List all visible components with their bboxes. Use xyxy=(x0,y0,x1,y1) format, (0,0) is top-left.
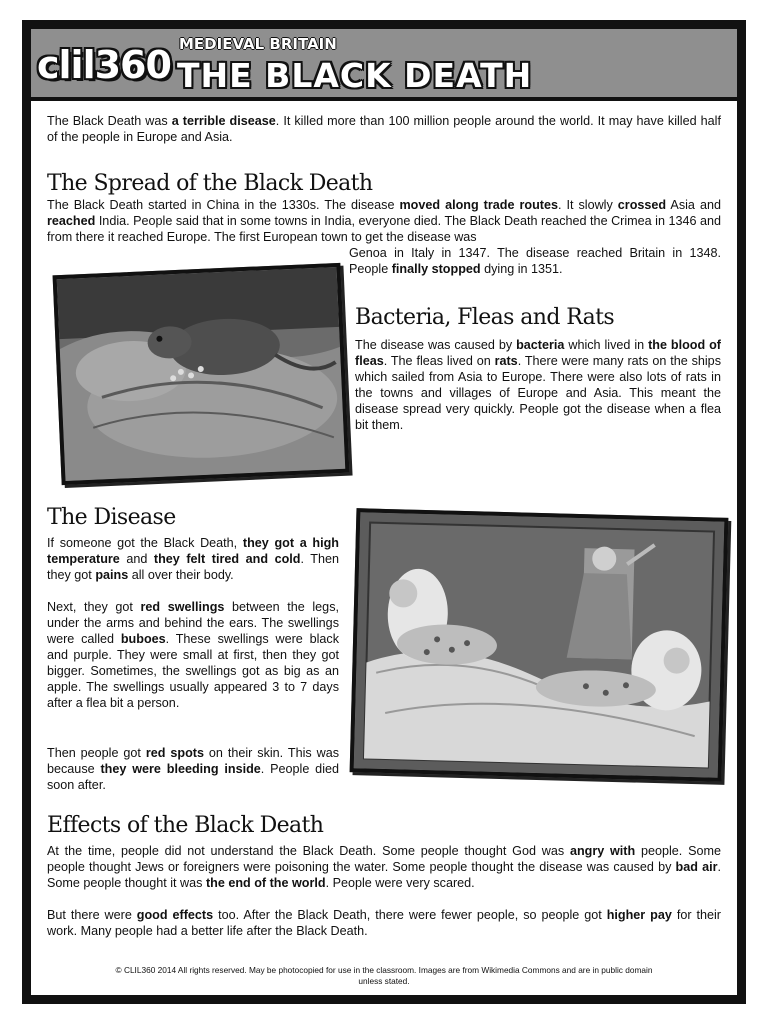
medieval-painting xyxy=(350,508,729,782)
page-title: THE BLACK DEATH xyxy=(177,56,533,95)
plague-victims-image xyxy=(354,512,725,777)
bacteria-paragraph: The disease was caused by bacteria which lived in the blood of fleas. The fleas lived on rats. There were many rats on the ships which sailed from Asia to Europe. There were also lots of rats in the towns and villages of Europe and Asia. This meant the disease spread very quickly. People got the disease when a flea bit them. xyxy=(355,338,721,432)
heading-spread: The Spread of the Black Death xyxy=(47,171,373,196)
rat-on-sack-image xyxy=(57,267,346,481)
footer-line-2: unless stated. xyxy=(358,976,410,986)
disease-paragraph-3: Then people got red spots on their skin. This was because they were bleeding inside. People died soon after. xyxy=(47,746,340,792)
intro-paragraph: The Black Death was a terrible disease. It killed more than 100 million people around the world. It may have killed half of the people in Europe and Asia. xyxy=(47,114,721,144)
worksheet-frame xyxy=(22,20,746,1004)
effects-paragraph-2: But there were good effects too. After the Black Death, there were fewer people, so people got higher pay for their work. Many people had a better life after the Black Death. xyxy=(47,908,721,938)
disease-paragraph-2: Next, they got red swellings between the legs, under the arms and behind the ears. The swellings were called buboes. These swellings were black and purple. They were small at first, then they got bigger. Sometimes, the swellings got as big as an apple. The swellings usually appeared 3 to 7 days after a flea bit a person. xyxy=(47,600,340,710)
heading-disease: The Disease xyxy=(47,505,176,530)
series-title: MEDIEVAL BRITAIN xyxy=(179,35,337,53)
effects-paragraph-1: At the time, people did not understand the Black Death. Some people thought God was angry with people. Some people thought Jews or foreigners were poisoning the water. Some people thought the disease was caused by bad air. Some people thought it was the end of the world. People were very scared. xyxy=(47,844,721,890)
clil360-logo: clil360 xyxy=(37,43,171,87)
disease-paragraph-1: If someone got the Black Death, they got a high temperature and they felt tired and cold. Then they got pains all over their body. xyxy=(47,536,340,582)
spread-paragraph-cont: Genoa in Italy in 1347. The disease reached Britain in 1348. People finally stopped dying in 1351. xyxy=(349,246,721,276)
spread-paragraph: The Black Death started in China in the 1330s. The disease moved along trade routes. It slowly crossed Asia and reached India. People said that in some towns in India, everyone died. The Black Death reached the Crimea in 1346 and from there it reached Europe. The first European town to get the disease was xyxy=(47,198,721,244)
rat-photo xyxy=(53,263,350,485)
header-banner xyxy=(31,29,737,101)
heading-bacteria: Bacteria, Fleas and Rats xyxy=(355,305,615,330)
heading-effects: Effects of the Black Death xyxy=(47,813,324,838)
footer-line-1: © CLIL360 2014 All rights reserved. May be photocopied for use in the classroom. Images are from Wikimedia Commons and are in public domain xyxy=(115,965,653,975)
copyright-footer xyxy=(51,965,717,987)
